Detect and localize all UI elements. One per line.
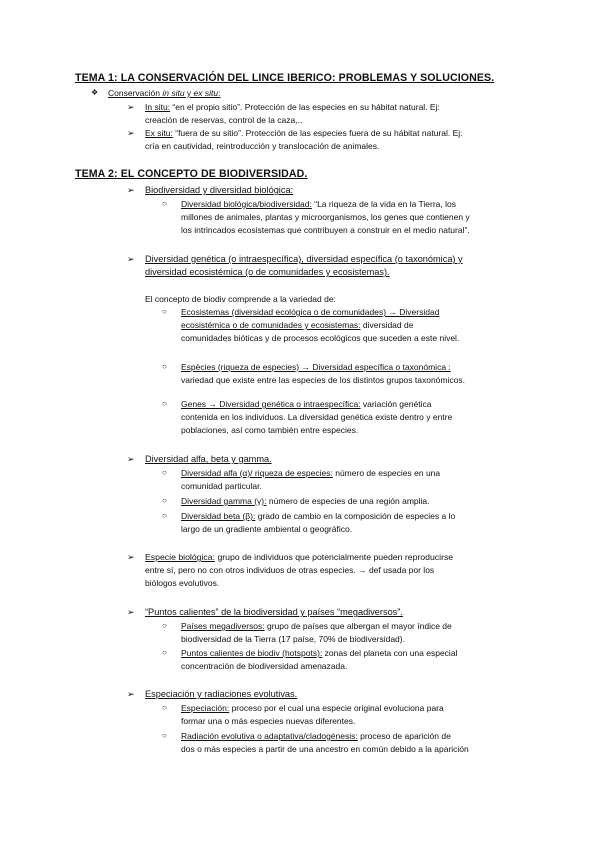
circle-bullet-icon: ○ <box>162 511 167 520</box>
arrow-bullet-icon: ➢ <box>127 128 135 138</box>
s5-c2-line2: concentración de biodiversidad amenazada. <box>181 661 348 671</box>
s2-c2-line1: Espècies (riqueza de especies) → Diversidad específica o taxonómica : <box>181 362 451 372</box>
s6-c1-term: Especiación: <box>181 703 230 713</box>
s5-c1-text: grupo de países que albergan el mayor índice de <box>264 621 452 631</box>
insitu-line-1 <box>145 101 440 113</box>
s2-intro: El concepto de biodiv comprende a la variedad de: <box>145 294 336 304</box>
s6-c2-text: proceso de aparición de <box>357 731 451 741</box>
s6-c1-line2: formar una o más especies nuevas diferentes. <box>181 716 356 726</box>
s5-c1-line1 <box>181 620 452 632</box>
s6-c2-term: Radiación evolutiva o adaptativa/cladogénesis: <box>181 731 358 741</box>
s3-c3-line2: largo de un gradiente ambiental o geográfico. <box>181 524 353 534</box>
circle-bullet-icon: ○ <box>162 399 167 408</box>
circle-bullet-icon: ○ <box>162 648 167 657</box>
s3-c3-line1 <box>181 510 455 522</box>
s3-c2-term: Diversidad gamma (γ): <box>181 496 267 506</box>
s3-c1-line1 <box>181 467 440 479</box>
s2-c1-term: ecosistémica o de comunidades y ecosistemas: <box>181 320 361 330</box>
s6-c2-line2: dos o más especies a partir de una ancestro en común debido a la aparición <box>181 744 469 754</box>
s2-c1-text: diversidad de <box>360 320 414 330</box>
circle-bullet-icon: ○ <box>162 703 167 712</box>
s2-c2-line2: variedad que existe entre las especies de los distintos grupos taxonómicos. <box>181 375 465 385</box>
circle-bullet-icon: ○ <box>162 468 167 477</box>
arrow-bullet-icon: ➢ <box>127 552 135 562</box>
cons-insitu: in situ <box>162 88 185 98</box>
s3-c3-term: Diversidad beta (β): <box>181 511 256 521</box>
arrow-bullet-icon: ➢ <box>127 607 135 617</box>
s2-c3-term: Genes → Diversidad genética o intraespecífica: <box>181 399 361 409</box>
cons-prefix: Conservación <box>108 88 163 98</box>
s2-c1-line2 <box>181 319 413 331</box>
circle-bullet-icon: ○ <box>162 621 167 630</box>
s5-title: “Puntos calientes” de la biodiversidad y países “megadiversos”. <box>145 607 403 617</box>
circle-bullet-icon: ○ <box>162 731 167 740</box>
exsitu-line-1 <box>145 127 463 139</box>
exsitu-text: “fuera de su sitio”. Protección de las especies fuera de su hábitat natural. Ej: <box>172 128 463 138</box>
s2-title-line2: diversidad ecosistémica (o de comunidades y ecosistemas). <box>145 267 390 277</box>
circle-bullet-icon: ○ <box>162 496 167 505</box>
tema1-heading: TEMA 1: LA CONSERVACIÓN DEL LINCE IBERICO: PROBLEMAS Y SOLUCIONES. <box>75 72 495 84</box>
cons-exsitu: ex situ <box>193 88 219 98</box>
conservacion-heading <box>108 87 221 99</box>
s3-c1-term: Diversidad alfa (α)/ riqueza de especies: <box>181 468 333 478</box>
diamond-bullet-icon: ❖ <box>91 88 99 97</box>
exsitu-line-2: cría en cautividad, reintroducción y translocación de animales. <box>145 141 380 151</box>
s4-line2: entre sí, pero no con otros individuos de otras especies. → def usada por los <box>145 565 435 575</box>
cons-y: y <box>184 88 194 98</box>
s6-c1-line1 <box>181 702 444 714</box>
s5-c1-line2: biodiversidad de la Tierra (17 paíse, 70% de biodiversidad). <box>181 634 405 644</box>
s5-c2-text: zonas del planeta con una especial <box>322 648 458 658</box>
s1-c1-text: “La riqueza de la vida en la Tierra, los <box>311 199 456 209</box>
s2-c3-text: variación genética <box>360 399 432 409</box>
s3-title: Diversidad alfa, beta y gamma. <box>145 454 272 464</box>
exsitu-term: Ex situ: <box>145 128 173 138</box>
s1-c1-line3: los intrincados ecosistemas que contribuyen a construir en el medio natural”. <box>181 225 470 235</box>
circle-bullet-icon: ○ <box>162 307 167 316</box>
s3-c2-line1 <box>181 495 430 507</box>
s1-c1-line1 <box>181 198 456 210</box>
arrow-bullet-icon: ➢ <box>127 102 135 112</box>
s5-c2-line1 <box>181 647 457 659</box>
s2-c1-line1: Ecosistemas (diversidad ecológica o de comunidades) → Diversidad <box>181 307 440 317</box>
s6-title: Especiación y radiaciones evolutivas. <box>145 689 298 699</box>
s6-c1-text: proceso por el cual una especie original evoluciona para <box>229 703 444 713</box>
s2-c3-line1 <box>181 398 431 410</box>
s1-c1-line2: millones de animales, plantas y microorganismos, los genes que contienen y <box>181 212 470 222</box>
arrow-bullet-icon: ➢ <box>127 185 135 195</box>
s3-c1-text: número de especies en una <box>332 468 441 478</box>
arrow-bullet-icon: ➢ <box>127 689 135 699</box>
tema2-heading: TEMA 2: EL CONCEPTO DE BIODIVERSIDAD. <box>75 168 308 180</box>
s1-title: Biodiversidad y diversidad biológica: <box>145 185 294 195</box>
arrow-bullet-icon: ➢ <box>127 254 135 264</box>
s4-line1 <box>145 551 453 563</box>
s5-c1-term: Países megadiversos: <box>181 621 265 631</box>
circle-bullet-icon: ○ <box>162 362 167 371</box>
insitu-line-2: creación de reservas, control de la caza,.. <box>145 115 303 125</box>
s2-c1-line3: comunidades bióticas y de procesos ecológicos que suceden a este nivel. <box>181 333 460 343</box>
circle-bullet-icon: ○ <box>162 199 167 208</box>
s2-c3-line3: poblaciones, así como también entre especies. <box>181 425 359 435</box>
s1-c1-term: Diversidad biológica/biodiversidad: <box>181 199 312 209</box>
s5-c2-term: Puntos calientes de biodiv (hotspots): <box>181 648 323 658</box>
insitu-text: “en el propio sitio”. Protección de las especies en su hábitat natural. Ej: <box>170 102 440 112</box>
s6-c2-line1 <box>181 730 451 742</box>
s3-c1-line2: comunidad particular. <box>181 481 262 491</box>
s4-line3: biólogos evolutivos. <box>145 578 220 588</box>
cons-colon: : <box>218 88 221 98</box>
s3-c2-text: número de especies de una región amplia. <box>266 496 430 506</box>
s2-title-line1: Diversidad genética (o intraespecífica), diversidad específica (o taxonómica) y <box>145 254 463 264</box>
s4-text: grupo de individuos que potencialmente pueden reproducirse <box>215 552 454 562</box>
s3-c3-text: grado de cambio en la composición de especies a lo <box>255 511 456 521</box>
arrow-bullet-icon: ➢ <box>127 454 135 464</box>
s2-c3-line2: contenida en los individuos. La diversidad genética existe dentro y entre <box>181 412 453 422</box>
insitu-term: In situ: <box>145 102 171 112</box>
s4-term: Especie biológica: <box>145 552 216 562</box>
